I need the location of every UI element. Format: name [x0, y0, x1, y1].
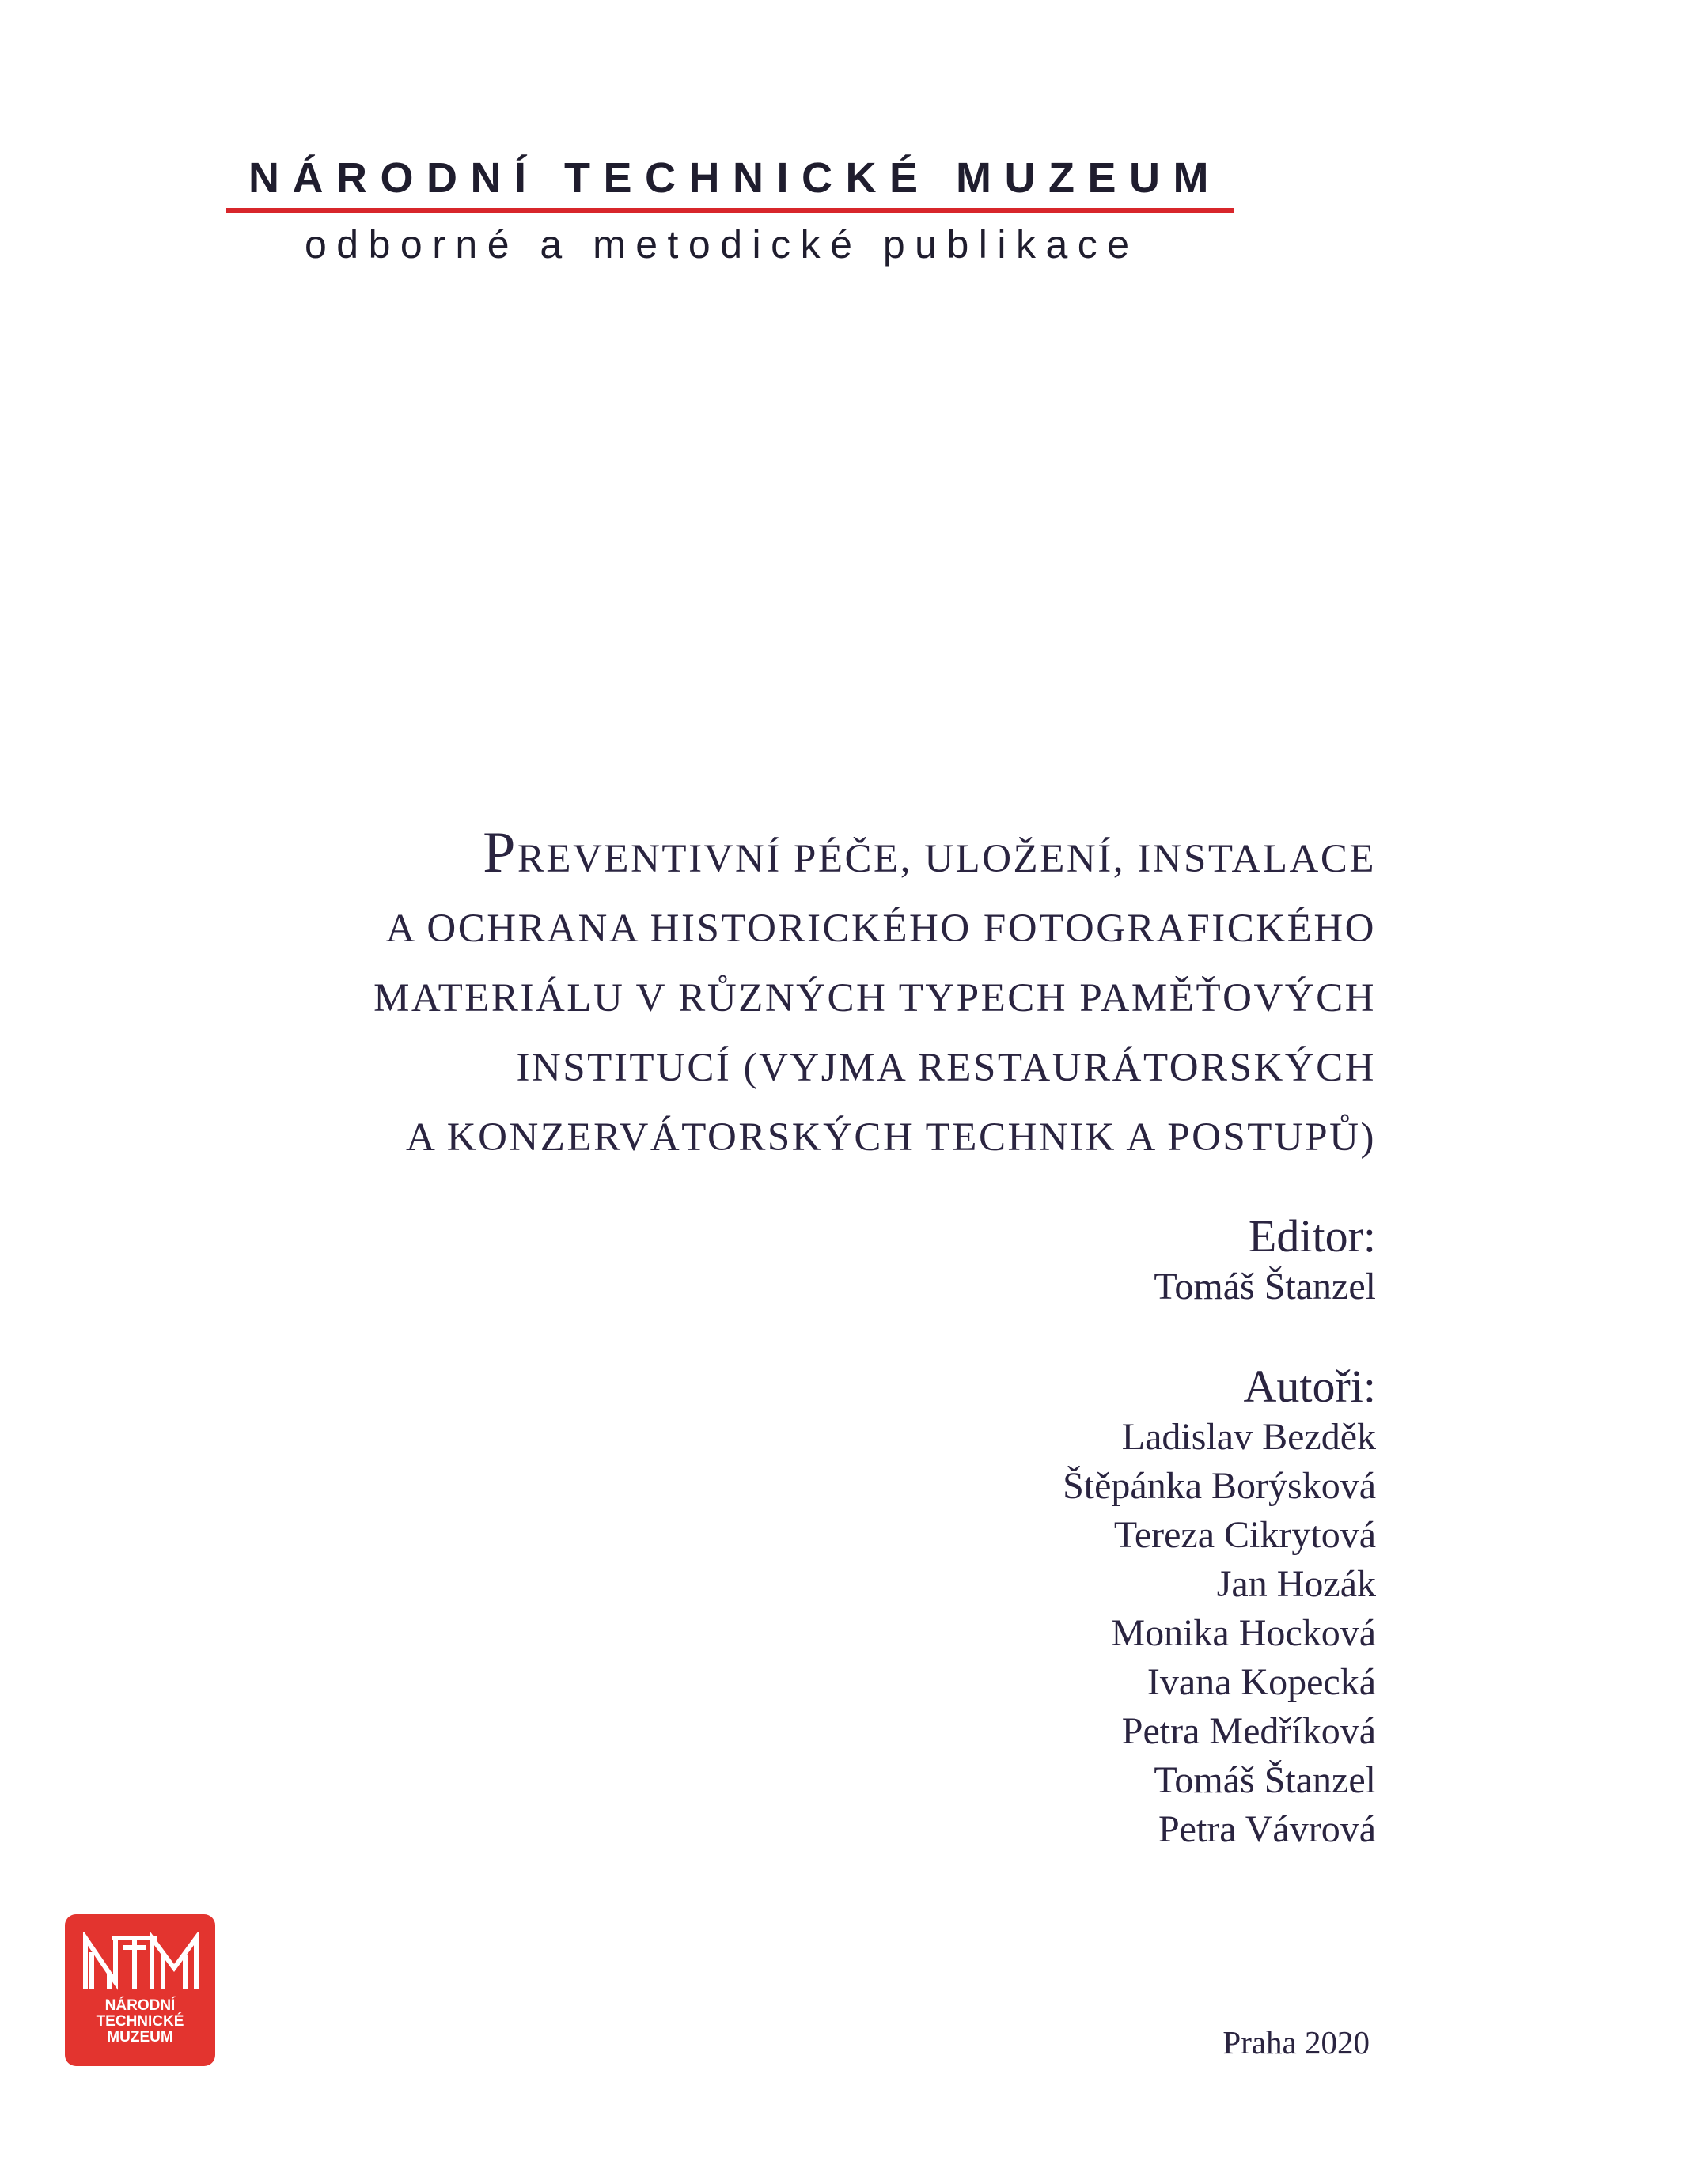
- editor-name: Tomáš Štanzel: [1154, 1266, 1376, 1308]
- series-name: odborné a metodické publikace: [305, 222, 1139, 267]
- credits-block: [664, 1210, 1376, 1854]
- logo-line-1: NÁRODNÍ: [104, 1997, 176, 2014]
- author-name: Ladislav Bezděk: [1121, 1416, 1376, 1458]
- title-line-1: PREVENTIVNÍ PÉČE, ULOŽENÍ, INSTALACE: [483, 820, 1376, 885]
- authors-label: Autoři:: [1243, 1361, 1376, 1412]
- title-line-4: INSTITUCÍ (VYJMA RESTAURÁTORSKÝCH: [516, 1046, 1376, 1090]
- author-name: Petra Vávrová: [1158, 1808, 1376, 1850]
- ntm-monogram-icon: [81, 1932, 199, 1993]
- author-name: Petra Medříková: [1121, 1710, 1376, 1752]
- author-name: Tereza Cikrytová: [1113, 1514, 1376, 1556]
- author-name: Monika Hocková: [1111, 1612, 1376, 1654]
- author-name: Ivana Kopecká: [1147, 1661, 1376, 1703]
- publisher-header: [226, 150, 1234, 271]
- title-line-5: A KONZERVÁTORSKÝCH TECHNIK A POSTUPŮ): [405, 1115, 1376, 1160]
- ntm-logo: [65, 1914, 215, 2066]
- imprint-place-year: Praha 2020: [1222, 2024, 1370, 2061]
- title-line-2: A OCHRANA HISTORICKÉHO FOTOGRAFICKÉHO: [385, 907, 1376, 951]
- logo-line-3: MUZEUM: [107, 2029, 173, 2046]
- author-name: Štěpánka Borýsková: [1063, 1465, 1376, 1507]
- header-red-rule: [226, 208, 1234, 213]
- logo-wordmark: [65, 1998, 215, 2046]
- institution-name: NÁRODNÍ TECHNICKÉ MUZEUM: [248, 154, 1222, 202]
- editor-label: Editor:: [1248, 1210, 1376, 1262]
- book-title: [0, 818, 1376, 1172]
- title-line-3: MATERIÁLU V RŮZNÝCH TYPECH PAMĚŤOVÝCH: [373, 976, 1376, 1020]
- credits-spacer: [664, 1312, 1376, 1361]
- author-name: Tomáš Štanzel: [1154, 1759, 1376, 1801]
- logo-line-2: TECHNICKÉ: [96, 2013, 184, 2030]
- author-name: Jan Hozák: [1216, 1563, 1376, 1605]
